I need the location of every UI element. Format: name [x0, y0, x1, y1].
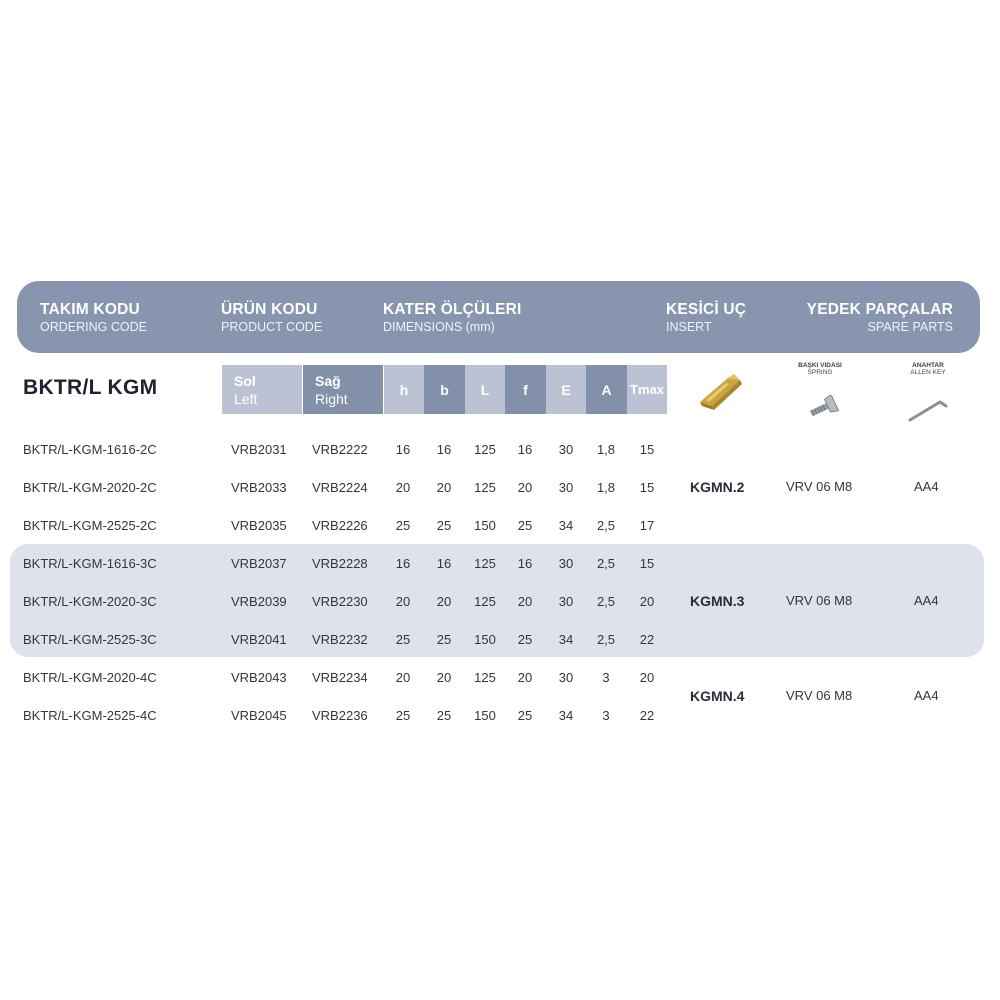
screw-icon	[806, 395, 840, 421]
dim-A: 2,5	[596, 518, 616, 533]
product-code-header-tr: ÜRÜN KODU	[221, 301, 318, 318]
dim-tmax: 20	[639, 670, 655, 685]
product-code-left: VRB2037	[231, 556, 287, 571]
product-code-right: VRB2230	[312, 594, 368, 609]
dim-L: 150	[474, 708, 496, 723]
product-code-header	[221, 301, 322, 335]
ordering-code-header-en: ORDERING CODE	[40, 320, 147, 334]
dim-E: 30	[558, 480, 574, 495]
dim-b: 20	[436, 480, 452, 495]
ordering-code: BKTR/L-KGM-2020-4C	[23, 670, 157, 685]
dim-E: 30	[558, 594, 574, 609]
subheader-sol: Sol	[234, 372, 256, 389]
dim-tmax: 22	[639, 708, 655, 723]
dim-tmax: 15	[639, 556, 655, 571]
dim-L: 125	[474, 594, 496, 609]
dim-h: 16	[395, 556, 411, 571]
key-caption	[898, 362, 958, 376]
subheader-right	[303, 365, 383, 414]
dim-b: 20	[436, 670, 452, 685]
dim-tmax: 17	[639, 518, 655, 533]
table-row	[0, 553, 1000, 575]
subheader-h: h	[384, 365, 424, 414]
dim-A: 2,5	[596, 632, 616, 647]
ordering-code-header	[40, 301, 147, 335]
key-caption-en: ALLEN KEY	[910, 369, 946, 376]
product-code-right: VRB2228	[312, 556, 368, 571]
dim-h: 16	[395, 442, 411, 457]
dim-A: 2,5	[596, 594, 616, 609]
dim-E: 34	[558, 518, 574, 533]
dim-tmax: 15	[639, 442, 655, 457]
insert-code-group-2: KGMN.3	[690, 593, 745, 609]
ordering-code: BKTR/L-KGM-1616-2C	[23, 442, 157, 457]
product-code-left: VRB2043	[231, 670, 287, 685]
table-header-band	[17, 281, 980, 353]
ordering-code: BKTR/L-KGM-2020-3C	[23, 594, 157, 609]
spring-code-group-3: VRV 06 M8	[786, 688, 853, 703]
dim-L: 150	[474, 518, 496, 533]
subheader-b: b	[424, 365, 465, 414]
product-code-left: VRB2041	[231, 632, 287, 647]
series-title: BKTR/L KGM	[23, 376, 158, 399]
dim-E: 34	[558, 632, 574, 647]
subheader-f: f	[505, 365, 546, 414]
dim-h: 20	[395, 480, 411, 495]
dim-E: 30	[558, 556, 574, 571]
table-row	[0, 439, 1000, 461]
dim-E: 34	[558, 708, 574, 723]
spare-parts-header-tr: YEDEK PARÇALAR	[806, 301, 953, 318]
table-row	[0, 629, 1000, 651]
key-code-group-1: AA4	[914, 479, 939, 494]
product-code-right: VRB2234	[312, 670, 368, 685]
ordering-code: BKTR/L-KGM-2020-2C	[23, 480, 157, 495]
key-code-group-2: AA4	[914, 593, 939, 608]
dim-f: 25	[517, 708, 533, 723]
table-row	[0, 667, 1000, 689]
dim-E: 30	[558, 442, 574, 457]
spare-parts-header	[807, 301, 953, 335]
product-code-left: VRB2031	[231, 442, 287, 457]
dim-f: 25	[517, 632, 533, 647]
dim-h: 25	[395, 708, 411, 723]
dim-h: 20	[395, 670, 411, 685]
spare-parts-header-en: SPARE PARTS	[867, 320, 953, 334]
dim-b: 25	[436, 708, 452, 723]
ordering-code: BKTR/L-KGM-2525-2C	[23, 518, 157, 533]
dim-h: 25	[395, 632, 411, 647]
dim-b: 25	[436, 518, 452, 533]
spring-caption-en: SPRING	[807, 369, 833, 376]
dim-A: 1,8	[596, 480, 616, 495]
dim-E: 30	[558, 670, 574, 685]
product-code-right: VRB2224	[312, 480, 368, 495]
dimensions-header	[383, 301, 522, 335]
dim-tmax: 20	[639, 594, 655, 609]
dim-L: 125	[474, 556, 496, 571]
insert-header	[666, 301, 746, 335]
subheader-A: A	[586, 365, 627, 414]
dim-h: 25	[395, 518, 411, 533]
dim-A: 3	[602, 670, 610, 685]
dim-h: 20	[395, 594, 411, 609]
insert-header-tr: KESİCİ UÇ	[666, 301, 747, 318]
spring-code-group-2: VRV 06 M8	[786, 593, 853, 608]
product-code-left: VRB2039	[231, 594, 287, 609]
product-code-left: VRB2045	[231, 708, 287, 723]
dim-tmax: 22	[639, 632, 655, 647]
subheader-L: L	[465, 365, 505, 414]
dim-A: 1,8	[596, 442, 616, 457]
dimensions-header-en: DIMENSIONS (mm)	[383, 320, 495, 334]
product-code-header-en: PRODUCT CODE	[221, 320, 323, 334]
table-row	[0, 705, 1000, 727]
product-code-right: VRB2236	[312, 708, 368, 723]
subheader-sag: Sağ	[315, 372, 341, 389]
spring-caption-tr: BAŞKI VIDASI	[798, 362, 842, 369]
dim-b: 20	[436, 594, 452, 609]
spring-caption	[790, 362, 850, 376]
spring-code-group-1: VRV 06 M8	[786, 479, 853, 494]
dim-L: 125	[474, 670, 496, 685]
insert-image	[696, 372, 744, 412]
dim-tmax: 15	[639, 480, 655, 495]
ordering-code: BKTR/L-KGM-1616-3C	[23, 556, 157, 571]
subheader-tmax: Tmax	[627, 365, 667, 414]
product-code-left: VRB2035	[231, 518, 287, 533]
subheader-left	[222, 365, 302, 414]
insert-header-en: INSERT	[666, 320, 712, 334]
dimensions-header-tr: KATER ÖLÇÜLERI	[383, 301, 522, 318]
dim-f: 20	[517, 670, 533, 685]
dim-b: 25	[436, 632, 452, 647]
product-code-right: VRB2232	[312, 632, 368, 647]
table-row	[0, 515, 1000, 537]
dim-L: 125	[474, 480, 496, 495]
ordering-code-header-tr: TAKIM KODU	[40, 301, 140, 318]
subheader-left-en: Left	[234, 390, 258, 407]
dim-f: 16	[517, 556, 533, 571]
allen-key-icon	[906, 394, 950, 424]
dim-A: 3	[602, 708, 610, 723]
insert-code-group-3: KGMN.4	[690, 688, 745, 704]
ordering-code: BKTR/L-KGM-2525-4C	[23, 708, 157, 723]
dim-A: 2,5	[596, 556, 616, 571]
dim-L: 125	[474, 442, 496, 457]
dim-L: 150	[474, 632, 496, 647]
dim-b: 16	[436, 442, 452, 457]
dim-f: 16	[517, 442, 533, 457]
key-caption-tr: ANAHTAR	[912, 362, 944, 369]
dim-b: 16	[436, 556, 452, 571]
subheader-E: E	[546, 365, 586, 414]
dim-f: 20	[517, 480, 533, 495]
dim-f: 20	[517, 594, 533, 609]
dim-f: 25	[517, 518, 533, 533]
product-code-right: VRB2226	[312, 518, 368, 533]
subheader-right-en: Right	[315, 390, 348, 407]
product-code-right: VRB2222	[312, 442, 368, 457]
product-code-left: VRB2033	[231, 480, 287, 495]
key-code-group-3: AA4	[914, 688, 939, 703]
insert-code-group-1: KGMN.2	[690, 479, 745, 495]
ordering-code: BKTR/L-KGM-2525-3C	[23, 632, 157, 647]
